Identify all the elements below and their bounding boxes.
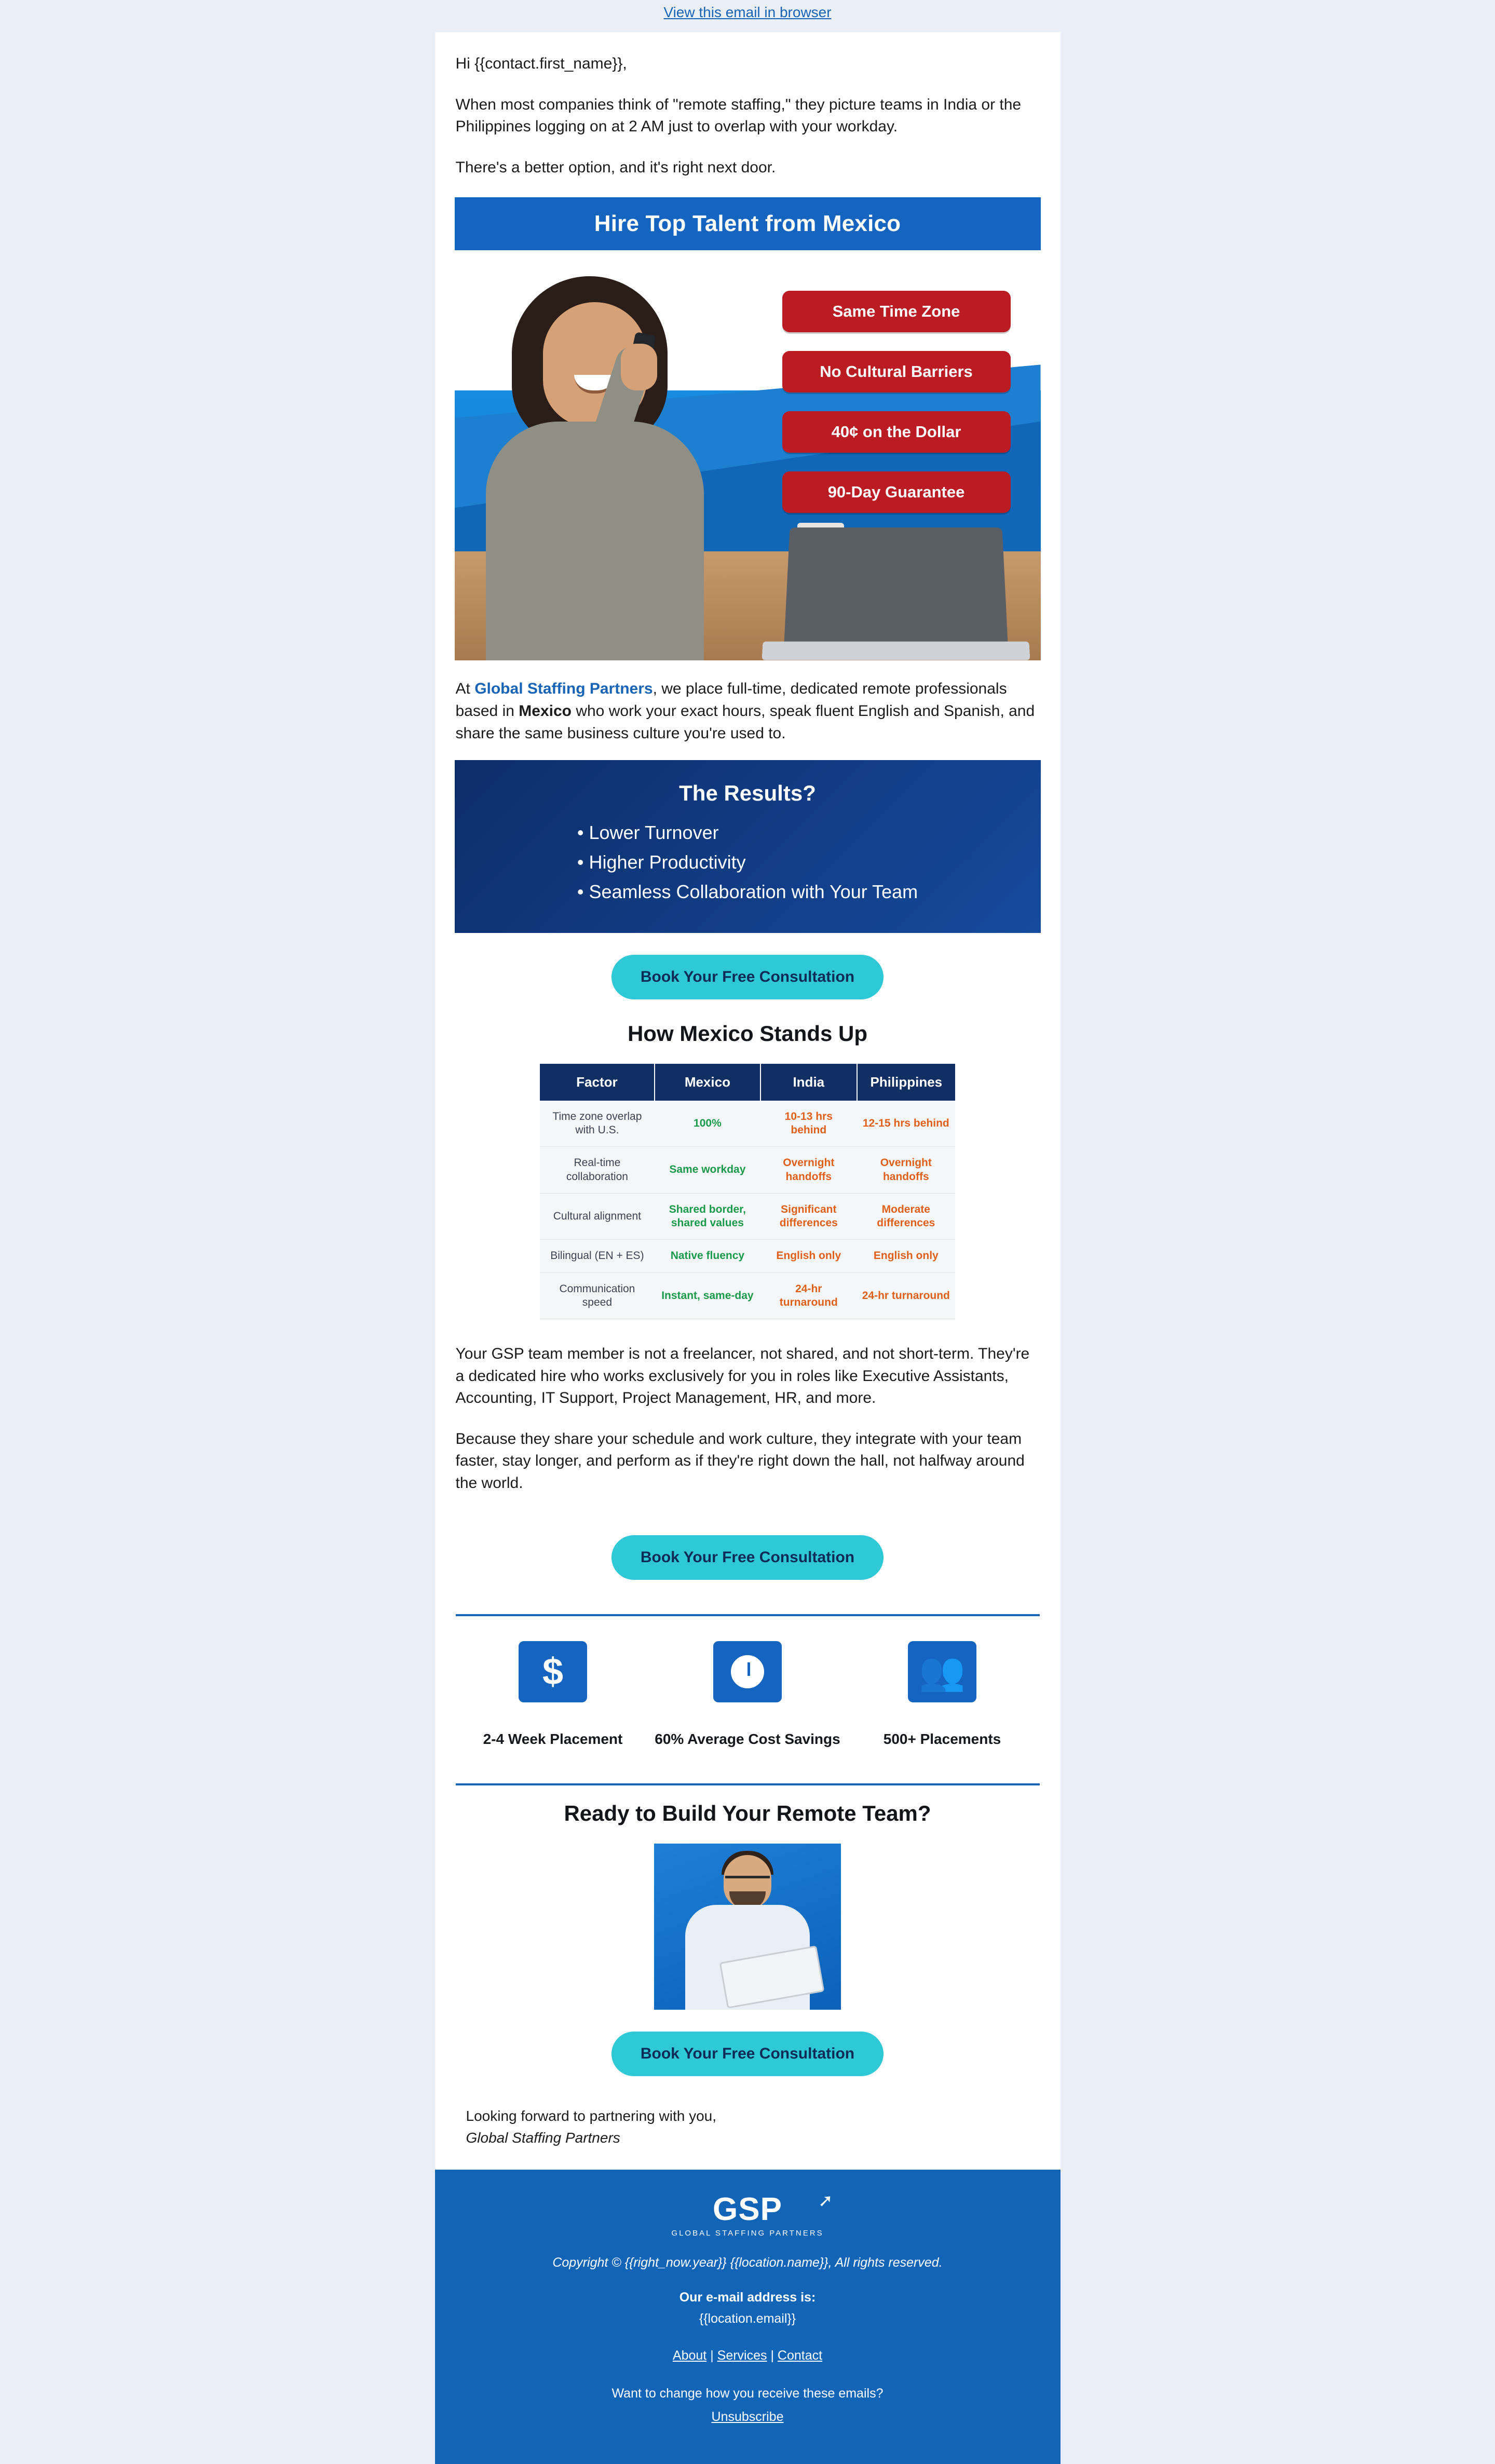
headline-banner (455, 197, 1041, 250)
cell-factor: Cultural alignment (540, 1193, 655, 1240)
company-name-link[interactable]: Global Staffing Partners (474, 680, 653, 698)
column-header-factor: Factor (540, 1064, 655, 1101)
results-list-item: • Higher Productivity (577, 848, 918, 877)
logo-wordmark: GSP (713, 2191, 782, 2228)
hero-image (455, 250, 1041, 660)
stat-label: 500+ Placements (883, 1730, 1001, 1747)
headline-text: Hire Top Talent from Mexico (594, 211, 901, 237)
laptop-icon (784, 527, 1008, 646)
hand-shape (621, 344, 657, 390)
stopwatch-icon (713, 1641, 782, 1702)
divider-bottom (456, 1783, 1040, 1785)
table-header-row (540, 1064, 955, 1101)
results-list-item: • Seamless Collaboration with Your Team (577, 877, 918, 907)
cta-row-top (435, 933, 1061, 1015)
copyright-text: Copyright © {{right_now.year}} {{location.name}}, All rights reserved. (552, 2255, 943, 2270)
cell-philippines: Moderate differences (857, 1193, 955, 1240)
details-paragraph-1: Your GSP team member is not a freelancer, not shared, and not short-term. They're a dedicated hire who works exclusively for you in roles like Executive Assistants, Accounting, IT Support, Project Management, HR, and more. (455, 1345, 1030, 1407)
stat-cost-savings (650, 1641, 845, 1750)
cell-mexico: Shared border, shared values (655, 1193, 760, 1240)
footer-link-services[interactable]: Services (717, 2348, 767, 2363)
book-consultation-button[interactable]: Book Your Free Consultation (611, 1535, 884, 1580)
cell-mexico: 100% (655, 1101, 760, 1147)
table-row (540, 1101, 955, 1147)
benefit-pill-1: Same Time Zone (782, 291, 1011, 332)
cta-row-bottom (435, 2010, 1061, 2092)
cell-philippines: English only (857, 1240, 955, 1272)
value-proposition-text (456, 678, 1040, 744)
intro-paragraph-1: When most companies think of "remote staffing," they picture teams in India or the Philippines logging on at 2 AM just to overlap with your workday. (455, 96, 1022, 136)
preference-text: Want to change how you receive these emails? (611, 2386, 884, 2401)
stopwatch-face (727, 1651, 768, 1692)
cell-philippines: 12-15 hrs behind (857, 1101, 955, 1147)
logo-subtext: GLOBAL STAFFING PARTNERS (671, 2229, 824, 2238)
email-address-value: {{location.email}} (699, 2311, 796, 2326)
consultant-photo (654, 1844, 841, 2010)
woman-on-phone-photo (465, 266, 714, 660)
people-icon: 👥 (908, 1641, 976, 1702)
table-row (540, 1272, 955, 1319)
column-header-philippines: Philippines (857, 1064, 955, 1101)
footer-link-contact[interactable]: Contact (777, 2348, 823, 2363)
cell-factor: Real-time collaboration (540, 1147, 655, 1194)
unsubscribe-row (456, 2409, 1040, 2425)
cell-india: 24-hr turnaround (760, 1272, 857, 1319)
footer-links (456, 2348, 1040, 2363)
book-consultation-button[interactable]: Book Your Free Consultation (611, 955, 884, 999)
glasses-icon (725, 1876, 770, 1886)
cta-row-middle (435, 1513, 1061, 1595)
intro-section (435, 53, 1061, 179)
intro-paragraph-2: There's a better option, and it's right next door. (455, 158, 776, 176)
stats-row (435, 1616, 1061, 1765)
results-list (577, 818, 918, 907)
cell-india: Significant differences (760, 1193, 857, 1240)
cell-mexico: Instant, same-day (655, 1272, 760, 1319)
cell-mexico: Same workday (655, 1147, 760, 1194)
book-consultation-button[interactable]: Book Your Free Consultation (611, 2032, 884, 2076)
vp-suffix: who work your exact hours, speak fluent English and Spanish, and share the same business culture you're used to. (455, 702, 1035, 742)
benefit-pill-3: 40¢ on the Dollar (782, 411, 1011, 453)
preheader-bar (435, 0, 1061, 32)
link-separator-1: | (706, 2348, 717, 2363)
email-container (435, 0, 1061, 2464)
gsp-logo (671, 2191, 833, 2238)
cell-india: Overnight handoffs (760, 1147, 857, 1194)
cell-factor: Bilingual (EN + ES) (540, 1240, 655, 1272)
benefit-pill-list (782, 291, 1011, 532)
signoff-line-2: Global Staffing Partners (466, 2130, 620, 2146)
comparison-table-body (540, 1101, 955, 1319)
arrow-icon: ➚ (818, 2191, 833, 2211)
unsubscribe-link[interactable]: Unsubscribe (711, 2409, 784, 2425)
ready-title: Ready to Build Your Remote Team? (564, 1801, 931, 1826)
cell-mexico: Native fluency (655, 1240, 760, 1272)
comparison-table-wrapper (540, 1064, 955, 1319)
comparison-table-head (540, 1064, 955, 1101)
stat-placements-count (845, 1641, 1040, 1750)
view-in-browser-link[interactable]: View this email in browser (663, 4, 832, 20)
cell-india: 10-13 hrs behind (760, 1101, 857, 1147)
results-list-item: • Lower Turnover (577, 818, 918, 848)
column-header-india: India (760, 1064, 857, 1101)
benefit-pill-2: No Cultural Barriers (782, 351, 1011, 392)
details-paragraph-2: Because they share your schedule and work culture, they integrate with your team faster, stay longer, and perform as if they're right down the hall, not halfway around the world. (455, 1430, 1025, 1492)
signoff-line-1: Looking forward to partnering with you, (466, 2108, 716, 2124)
results-title: The Results? (679, 781, 816, 806)
dollar-icon: $ (519, 1641, 587, 1702)
cell-india: English only (760, 1240, 857, 1272)
benefit-pill-4: 90-Day Guarantee (782, 471, 1011, 513)
cell-philippines: Overnight handoffs (857, 1147, 955, 1194)
footer-link-about[interactable]: About (672, 2348, 707, 2363)
value-proposition-section (435, 660, 1061, 760)
email-address-label: Our e-mail address is: (679, 2290, 816, 2305)
comparison-table (540, 1064, 955, 1319)
cell-philippines: 24-hr turnaround (857, 1272, 955, 1319)
table-row (540, 1147, 955, 1194)
table-row (540, 1240, 955, 1272)
comparison-title: How Mexico Stands Up (627, 1021, 868, 1046)
column-header-mexico: Mexico (655, 1064, 760, 1101)
stat-placement-time (456, 1641, 650, 1750)
link-separator-2: | (767, 2348, 778, 2363)
signoff-block (435, 2092, 1061, 2170)
email-footer (435, 2170, 1061, 2464)
stat-label: 60% Average Cost Savings (655, 1730, 840, 1747)
vp-middle: , we place full-time, dedicated remote professionals based in (455, 680, 1007, 720)
country-emphasis: Mexico (519, 702, 572, 720)
cell-factor: Communication speed (540, 1272, 655, 1319)
results-panel (455, 760, 1041, 933)
details-section (435, 1343, 1061, 1495)
cell-factor: Time zone overlap with U.S. (540, 1101, 655, 1147)
vp-prefix: At (455, 680, 475, 698)
greeting-text: Hi {{contact.first_name}}, (455, 55, 627, 72)
table-row (540, 1193, 955, 1240)
stat-label: 2-4 Week Placement (483, 1730, 623, 1747)
